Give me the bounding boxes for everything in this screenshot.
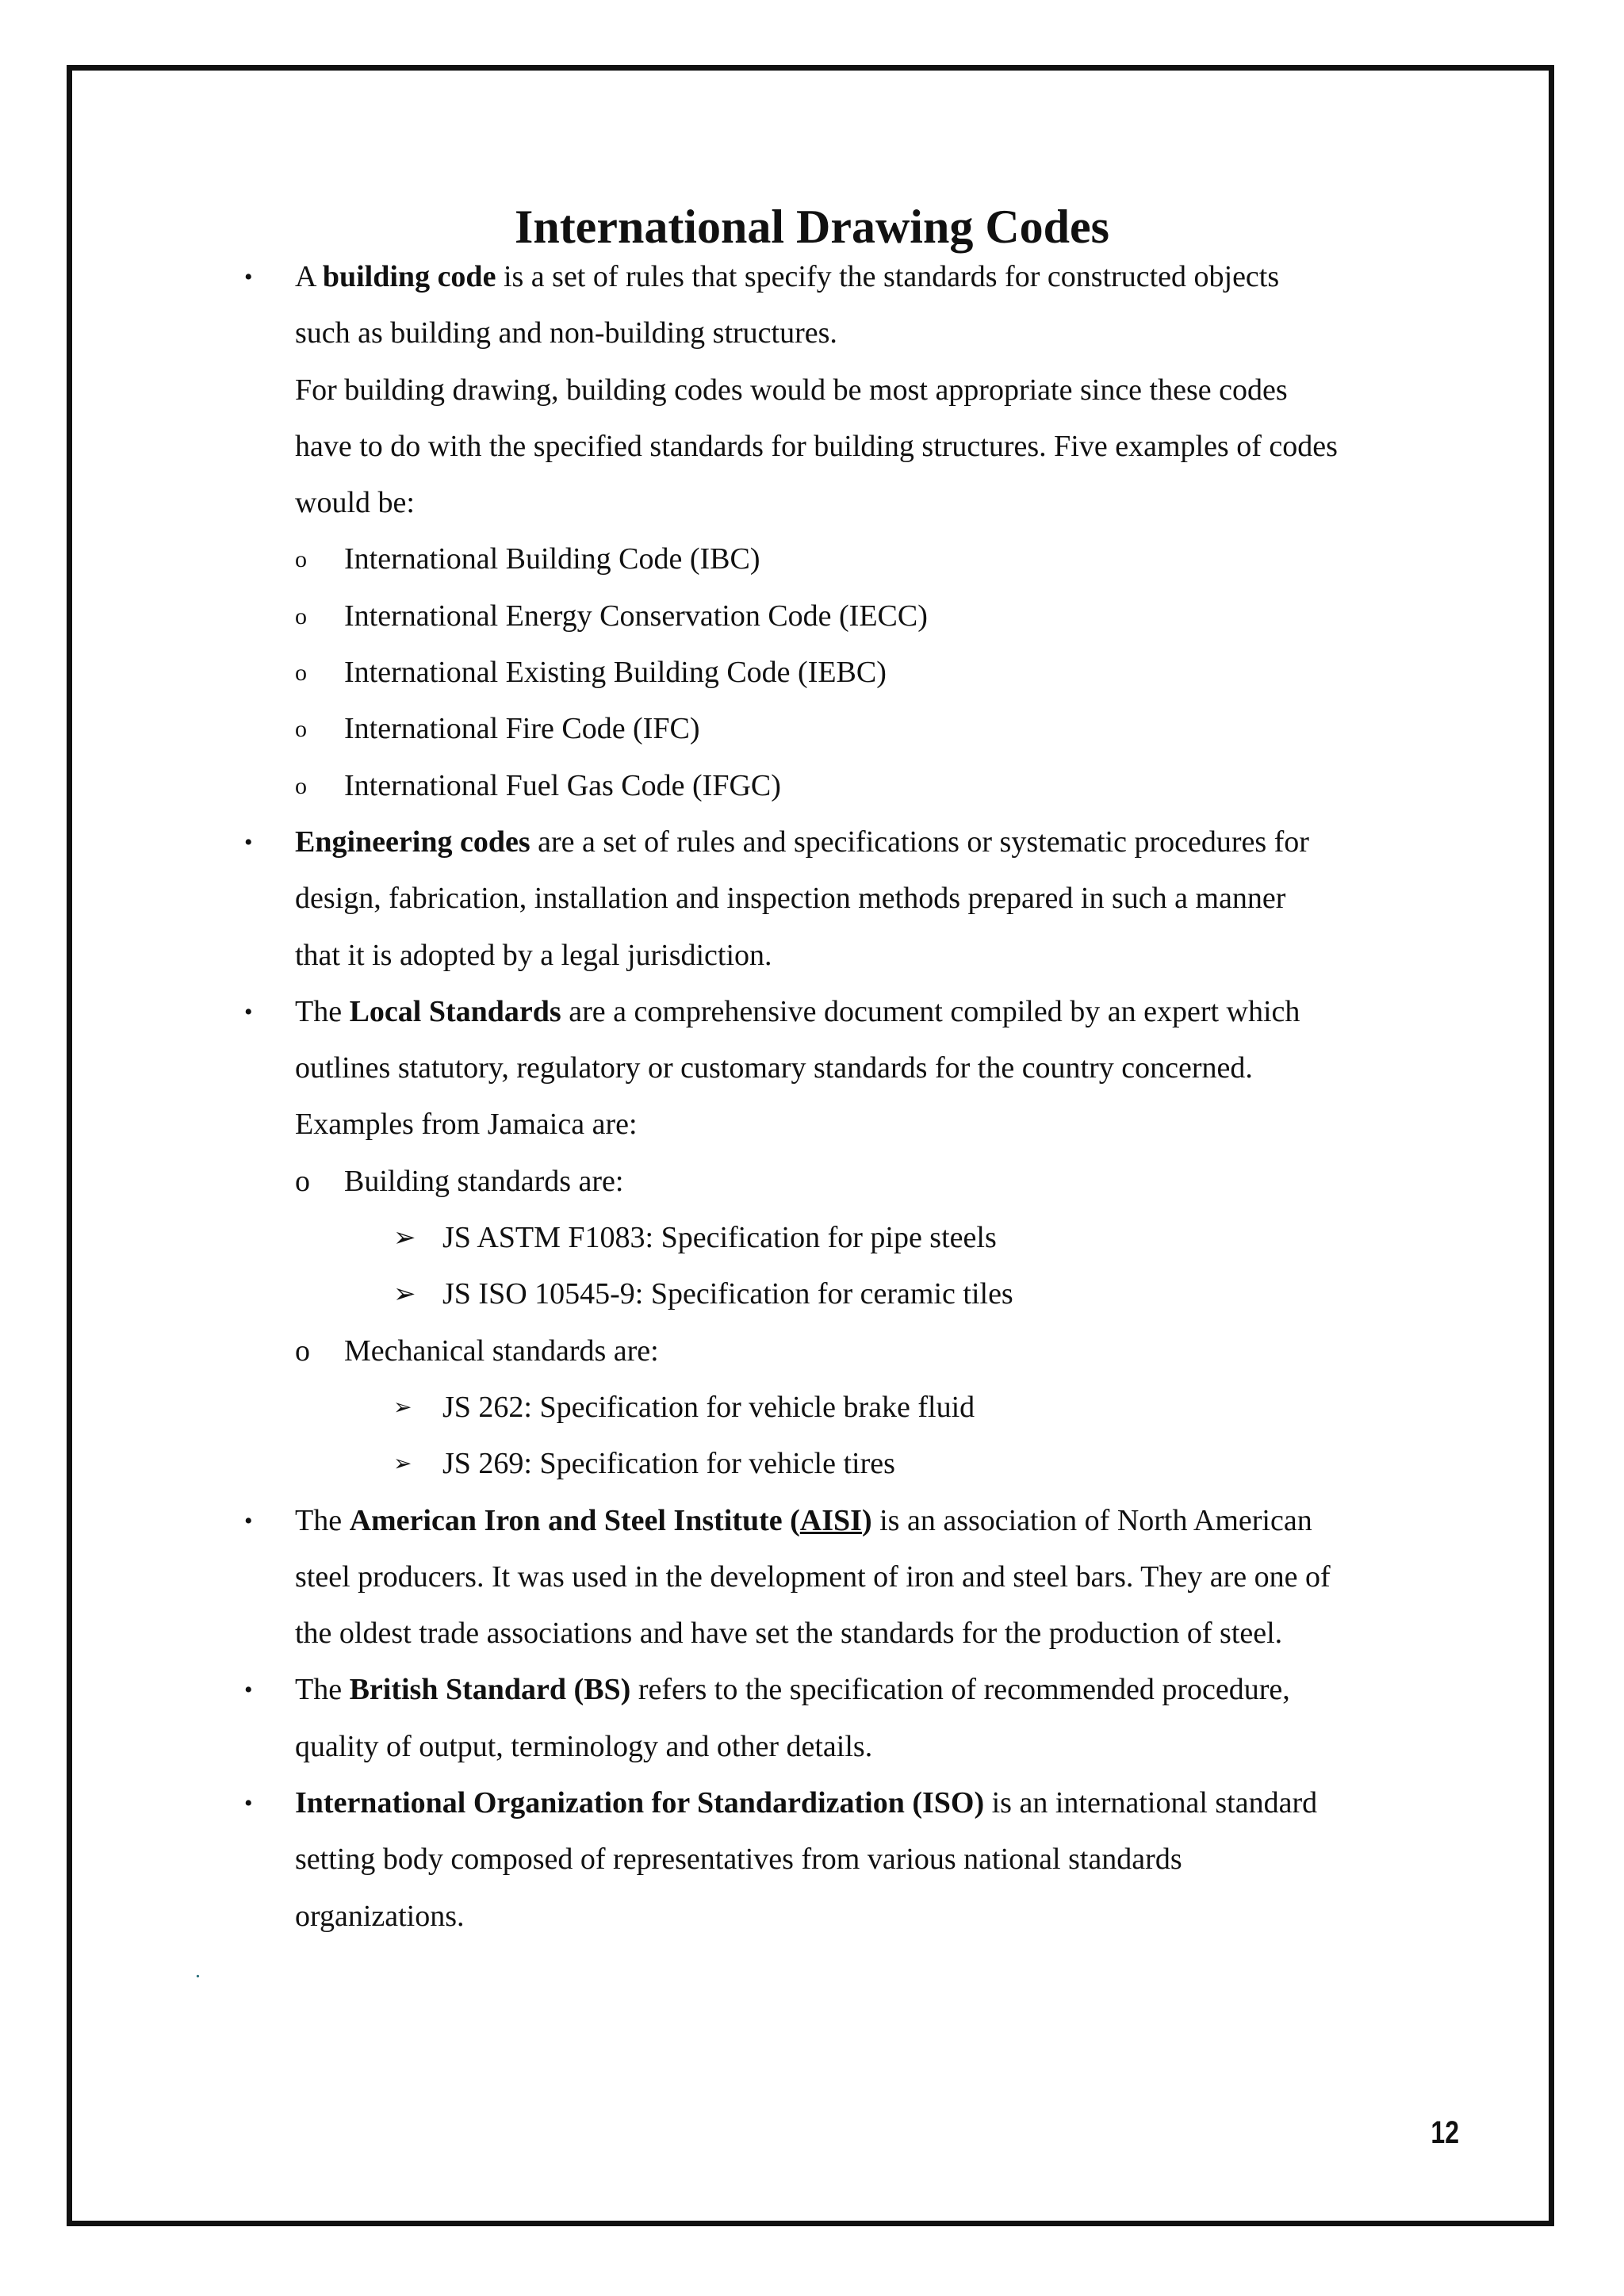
page-title: International Drawing Codes <box>514 201 1110 253</box>
building-standards-heading: o Building standards are: <box>238 1154 1459 1210</box>
mechanical-standards-heading: o Mechanical standards are: <box>238 1323 1459 1380</box>
text-line: Examples from Jamaica are: <box>295 1108 638 1142</box>
term-engineering-codes: Engineering codes <box>295 825 530 859</box>
circle-bullet-icon: o <box>295 1334 310 1368</box>
circle-bullet-icon: o <box>295 603 307 629</box>
aisi-abbreviation: AISI <box>799 1503 862 1537</box>
list-item-standard: ➢ JS ISO 10545-9: Specification for ceramic tiles <box>238 1266 1459 1322</box>
text-line: organizations. <box>295 1899 465 1933</box>
circle-bullet-icon: o <box>295 1164 310 1198</box>
circle-bullet-icon: o <box>295 716 307 743</box>
list-item-code: o International Building Code (IBC) <box>238 531 1459 587</box>
bullet-icon: • <box>244 828 253 855</box>
circle-bullet-icon: o <box>295 772 307 799</box>
arrow-bullet-icon: ➢ <box>393 1280 416 1310</box>
engineering-codes-paragraph: • Engineering codes are a set of rules and specifications or systematic procedures for <box>238 814 1459 871</box>
text-line: such as building and non-building structures. <box>295 316 837 350</box>
stray-dot: . <box>195 1958 201 1983</box>
text-line: setting body composed of representatives from various national standards <box>295 1843 1182 1877</box>
bullet-icon: • <box>244 264 253 290</box>
term-british-standard: British Standard (BS) <box>349 1673 631 1707</box>
document-body <box>238 249 1459 1945</box>
list-item-code: o International Existing Building Code (IEBC) <box>238 645 1459 701</box>
arrow-bullet-icon: ➢ <box>393 1223 416 1253</box>
list-item-standard: ➢ JS 269: Specification for vehicle tires <box>238 1436 1459 1492</box>
aisi-paragraph: • The American Iron and Steel Institute (AISI) is an association of North American <box>238 1493 1459 1549</box>
list-item-code: o International Energy Conservation Code (IECC) <box>238 588 1459 645</box>
list-item-standard: ➢ JS ASTM F1083: Specification for pipe steels <box>238 1210 1459 1266</box>
circle-bullet-icon: o <box>295 546 307 573</box>
british-standard-paragraph: • The British Standard (BS) refers to the specification of recommended procedure, <box>238 1662 1459 1718</box>
term-aisi: American Iron and Steel Institute (AISI) <box>349 1503 872 1537</box>
text-line: have to do with the specified standards for building structures. Five examples of codes <box>295 429 1338 463</box>
list-item-code: o International Fire Code (IFC) <box>238 701 1459 757</box>
arrow-bullet-icon: ➢ <box>393 1452 412 1477</box>
list-item-code: o International Fuel Gas Code (IFGC) <box>238 758 1459 814</box>
text-line: that it is adopted by a legal jurisdiction. <box>295 938 772 972</box>
text-line: outlines statutory, regulatory or customary standards for the country concerned. <box>295 1051 1253 1085</box>
text-line: design, fabrication, installation and inspection methods prepared in such a manner <box>295 882 1286 916</box>
text-line: For building drawing, building codes would be most appropriate since these codes <box>295 373 1288 407</box>
circle-bullet-icon: o <box>295 660 307 687</box>
local-standards-paragraph: • The Local Standards are a comprehensive document compiled by an expert which <box>238 984 1459 1040</box>
bullet-icon: • <box>244 1677 253 1704</box>
list-item-standard: ➢ JS 262: Specification for vehicle brake fluid <box>238 1380 1459 1436</box>
iso-paragraph: • International Organization for Standardization (ISO) is an international standard <box>238 1775 1459 1831</box>
bullet-icon: • <box>244 1507 253 1534</box>
text-line: quality of output, terminology and other details. <box>295 1729 873 1763</box>
building-code-paragraph: • A building code is a set of rules that specify the standards for constructed objects <box>238 249 1459 305</box>
text-line: steel producers. It was used in the development of iron and steel bars. They are one of <box>295 1559 1331 1594</box>
text-line: would be: <box>295 486 415 520</box>
term-local-standards: Local Standards <box>349 994 561 1028</box>
bullet-icon: • <box>244 1790 253 1817</box>
text-line: the oldest trade associations and have set the standards for the production of steel. <box>295 1617 1283 1651</box>
page-number: 12 <box>1431 2115 1459 2150</box>
bullet-icon: • <box>244 998 253 1025</box>
term-iso: International Organization for Standardization (ISO) <box>295 1786 985 1820</box>
arrow-bullet-icon: ➢ <box>393 1395 412 1420</box>
term-building-code: building code <box>322 260 496 293</box>
